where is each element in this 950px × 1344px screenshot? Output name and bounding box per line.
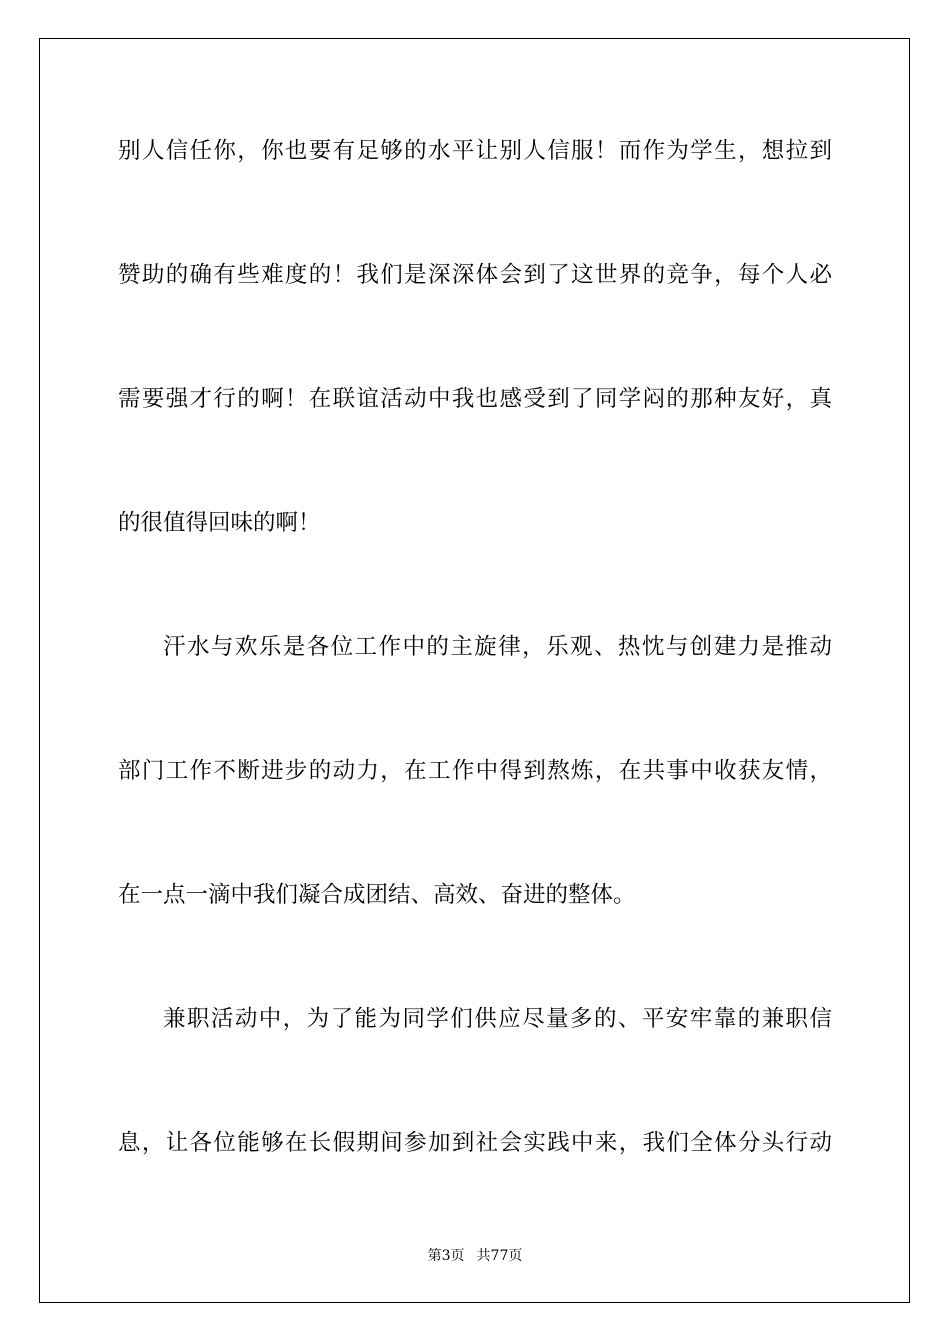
page-footer xyxy=(0,1247,950,1265)
total-page-count: 共77页 xyxy=(476,1248,523,1264)
body-line-1: 别人信任你，你也要有足够的水平让别人信服！而作为学生，想拉到 xyxy=(118,138,832,164)
body-line-3: 需要强才行的啊！在联谊活动中我也感受到了同学闷的那种友好，真 xyxy=(118,386,832,412)
body-line-4: 的很值得回味的啊！ xyxy=(118,510,321,536)
current-page-number: 第3页 xyxy=(427,1248,465,1264)
body-line-9: 息，让各位能够在长假期间参加到社会实践中来，我们全体分头行动 xyxy=(118,1130,832,1156)
body-line-7: 在一点一滴中我们凝合成团结、高效、奋进的整体。 xyxy=(118,882,636,908)
body-line-2: 赞助的确有些难度的！我们是深深体会到了这世界的竞争，每个人必 xyxy=(118,262,832,288)
body-line-5: 汗水与欢乐是各位工作中的主旋律，乐观、热忱与创建力是推动 xyxy=(163,634,832,660)
body-line-6: 部门工作不断进步的动力，在工作中得到熬炼，在共事中收获友情， xyxy=(118,758,832,784)
page-border xyxy=(39,38,910,1303)
body-line-8: 兼职活动中，为了能为同学们供应尽量多的、平安牢靠的兼职信 xyxy=(163,1006,832,1032)
